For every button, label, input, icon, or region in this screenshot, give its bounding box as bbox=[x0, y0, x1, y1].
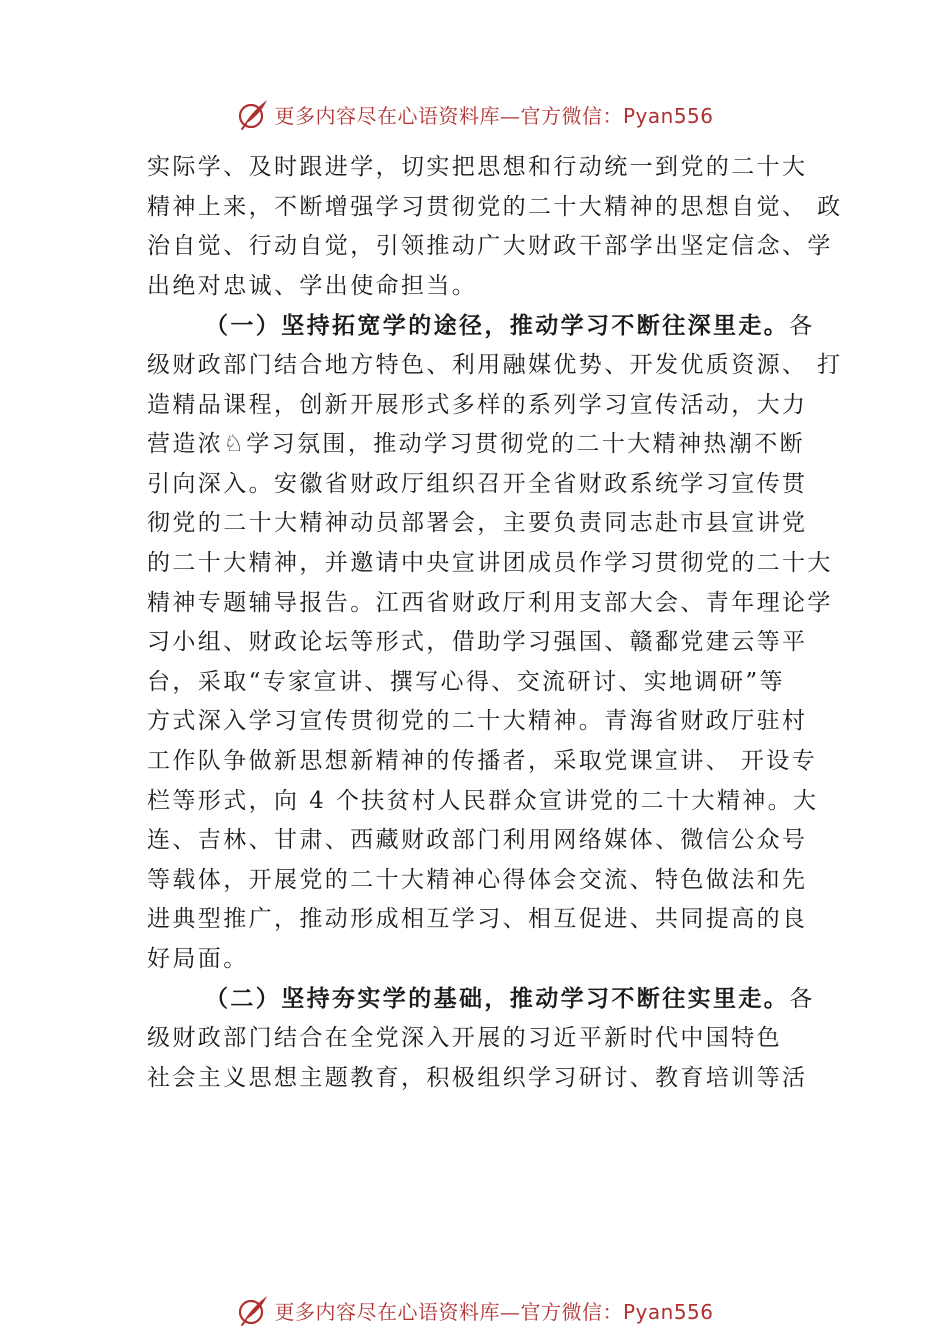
text-line bbox=[147, 623, 819, 663]
text-line bbox=[147, 1059, 819, 1099]
wechat-id: Pyan556 bbox=[622, 1299, 714, 1324]
section-heading: （一）坚持拓宽学的途径，推动学习不断往深里走。 bbox=[205, 312, 790, 340]
line-text: 治自觉、行动自觉，引领推动广大财政干部学出坚定信念、学 bbox=[147, 233, 833, 260]
quill-logo-icon bbox=[236, 97, 270, 131]
banner-text: 更多内容尽在心语资料库—官方微信：Pyan556 bbox=[274, 1299, 714, 1324]
line-text: 台，采取“专家宣讲、撰写心得、交流研讨、实地调研”等 bbox=[147, 668, 785, 695]
text-line bbox=[147, 227, 833, 267]
text-line bbox=[147, 821, 819, 861]
line-text: 彻党的二十大精神动员部署会，主要负责同志赴市县宣讲党 bbox=[147, 510, 808, 537]
line-text: 出绝对忠诚、学出使命担当。 bbox=[147, 272, 478, 299]
line-text: 社会主义思想主题教育，积极组织学习研讨、教育培训等活 bbox=[147, 1064, 808, 1091]
text-line bbox=[147, 188, 843, 228]
line-text: 精神专题辅导报告。江西省财政厅利用支部大会、青年理论学 bbox=[147, 589, 833, 616]
line-text: 造精品课程，创新开展形式多样的系列学习宣传活动，大力 bbox=[147, 391, 808, 418]
footer-watermark-banner bbox=[0, 1290, 950, 1330]
line-text: 进典型推广，推动形成相互学习、相互促进、共同提高的良 bbox=[147, 906, 808, 933]
line-text: 级财政部门结合在全党深入开展的习近平新时代中国特色 bbox=[147, 1025, 782, 1052]
text-line bbox=[147, 940, 819, 980]
line-text: 营造浓♘学习氛围，推动学习贯彻党的二十大精神热潮不断 bbox=[147, 431, 806, 458]
line-text: 等载体，开展党的二十大精神心得体会交流、特色做法和先 bbox=[147, 866, 808, 893]
line-text: 引向深入。安徽省财政厅组织召开全省财政系统学习宣传贯 bbox=[147, 470, 808, 497]
line-text: 级财政部门结合地方特色、利用融媒优势、开发优质资源、 打 bbox=[147, 351, 843, 378]
text-line bbox=[147, 386, 819, 426]
text-line bbox=[147, 861, 819, 901]
line-text: 连、吉林、甘肃、西藏财政部门利用网络媒体、微信公众号 bbox=[147, 827, 808, 854]
line-text: 的二十大精神，并邀请中央宣讲团成员作学习贯彻党的二十大 bbox=[147, 549, 833, 576]
document-body bbox=[147, 148, 843, 1098]
text-line bbox=[147, 267, 819, 307]
line-text: 工作队争做新思想新精神的传播者，采取党课宣讲、 开设专 bbox=[147, 747, 818, 774]
text-line bbox=[147, 425, 819, 465]
line-text: 实际学、及时跟进学，切实把思想和行动统一到党的二十大 bbox=[147, 154, 808, 180]
banner-text: 更多内容尽在心语资料库—官方微信：Pyan556 bbox=[274, 103, 714, 128]
quill-logo-icon bbox=[236, 1293, 270, 1327]
text-line bbox=[147, 742, 819, 782]
wechat-id: Pyan556 bbox=[622, 103, 714, 128]
text-line bbox=[147, 663, 819, 703]
text-line bbox=[147, 504, 819, 544]
line-text: 好局面。 bbox=[147, 945, 249, 972]
header-watermark-banner bbox=[0, 94, 950, 134]
text-line bbox=[147, 544, 833, 584]
text-line bbox=[147, 979, 819, 1019]
line-text: 精神上来，不断增强学习贯彻党的二十大精神的思想自觉、 政 bbox=[147, 193, 843, 220]
text-line bbox=[147, 584, 833, 624]
line-text: 各 bbox=[789, 313, 815, 340]
text-line bbox=[147, 900, 819, 940]
section-heading: （二）坚持夯实学的基础，推动学习不断往实里走。 bbox=[205, 985, 790, 1013]
line-text: 习小组、财政论坛等形式，借助学习强国、赣鄱党建云等平 bbox=[147, 629, 808, 656]
line-text: 各 bbox=[789, 986, 815, 1013]
text-line bbox=[147, 702, 819, 742]
line-text: 方式深入学习宣传贯彻党的二十大精神。青海省财政厅驻村 bbox=[147, 708, 808, 735]
text-line bbox=[147, 148, 819, 188]
text-line bbox=[147, 465, 819, 505]
text-line bbox=[147, 782, 819, 822]
text-line bbox=[147, 1019, 819, 1059]
line-text: 栏等形式，向 4 个扶贫村人民群众宣讲党的二十大精神。大 bbox=[147, 787, 819, 814]
text-line bbox=[147, 306, 819, 346]
text-line bbox=[147, 346, 843, 386]
